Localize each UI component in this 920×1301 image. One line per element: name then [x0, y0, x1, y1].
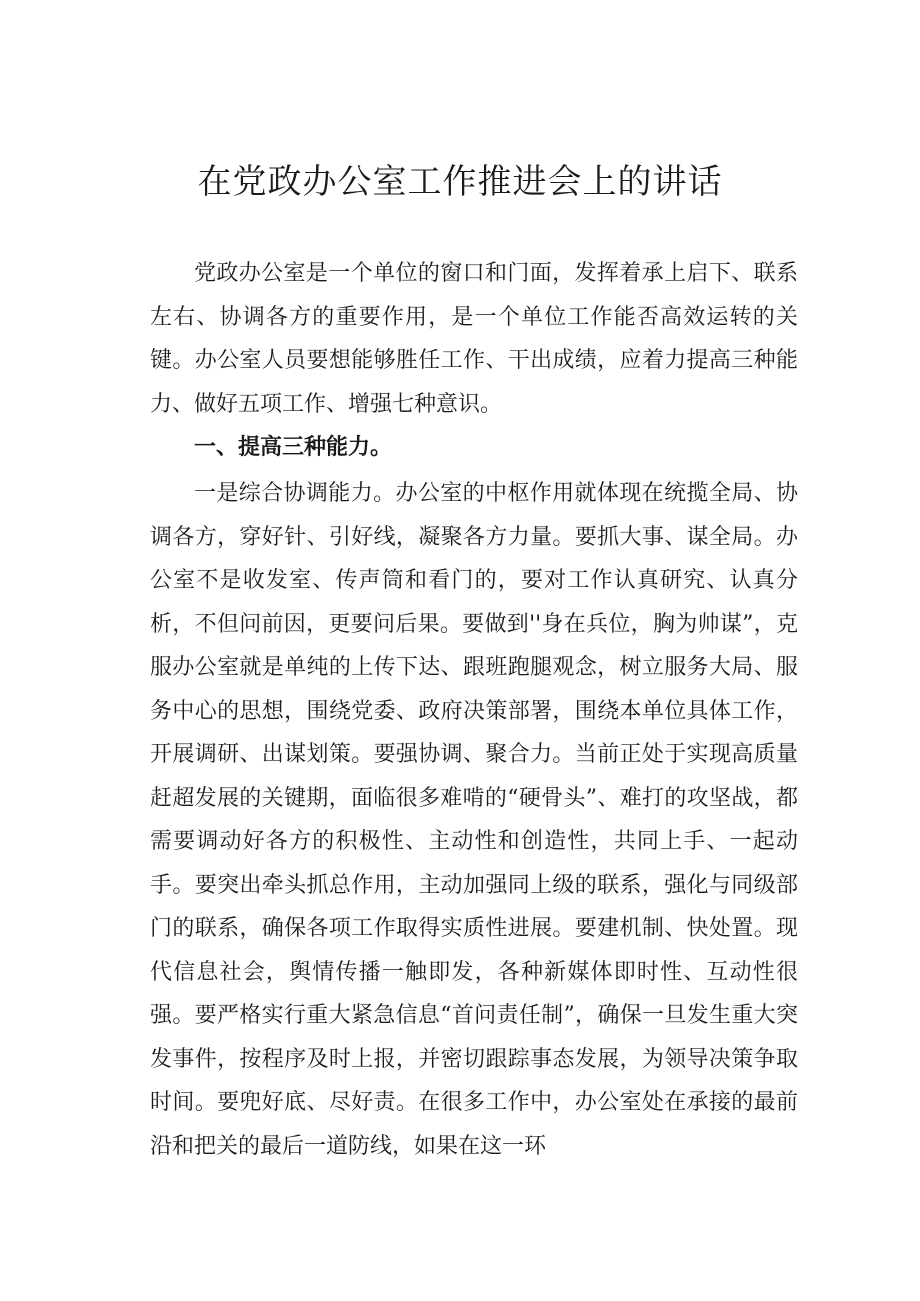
intro-paragraph: 党政办公室是一个单位的窗口和门面，发挥着承上启下、联系左右、协调各方的重要作用，是一个单位工作能否高效运转的关键。办公室人员要想能够胜任工作、干出成绩，应着力提高三种能力、做好五项工作、增强七种意识。	[150, 261, 798, 417]
document-title: 在党政办公室工作推进会上的讲话	[197, 162, 723, 202]
section-heading: 一、提高三种能力。	[194, 435, 393, 460]
body-paragraph: 一是综合协调能力。办公室的中枢作用就体现在统揽全局、协调各方，穿好针、引好线，凝聚各方力量。要抓大事、谋全局。办公室不是收发室、传声筒和看门的，要对工作认真研究、认真分析，不但问前因，更要问后果。要做到''身在兵位，胸为帅谋”，克服办公室就是单纯的上传下达、跟班跑腿观念，树立服务大局、服务中心的思想，围绕党委、政府决策部署，围绕本单位具体工作，开展调研、出谋划策。要强协调、聚合力。当前正处于实现高质量赶超发展的关键期，面临很多难啃的“硬骨头”、难打的攻坚战，都需要调动好各方的积极性、主动性和创造性，共同上手、一起动手。要突出牵头抓总作用，主动加强同上级的联系，强化与同级部门的联系，确保各项工作取得实质性进展。要建机制、快处置。现代信息社会，舆情传播一触即发，各种新媒体即时性、互动性很强。要严格实行重大紧急信息“首问责任制”，确保一旦发生重大突发事件，按程序及时上报，并密切跟踪事态发展，为领导决策争取时间。要兜好底、尽好责。在很多工作中，办公室处在承接的最前沿和把关的最后一道防线，如果在这一环	[150, 481, 798, 1159]
